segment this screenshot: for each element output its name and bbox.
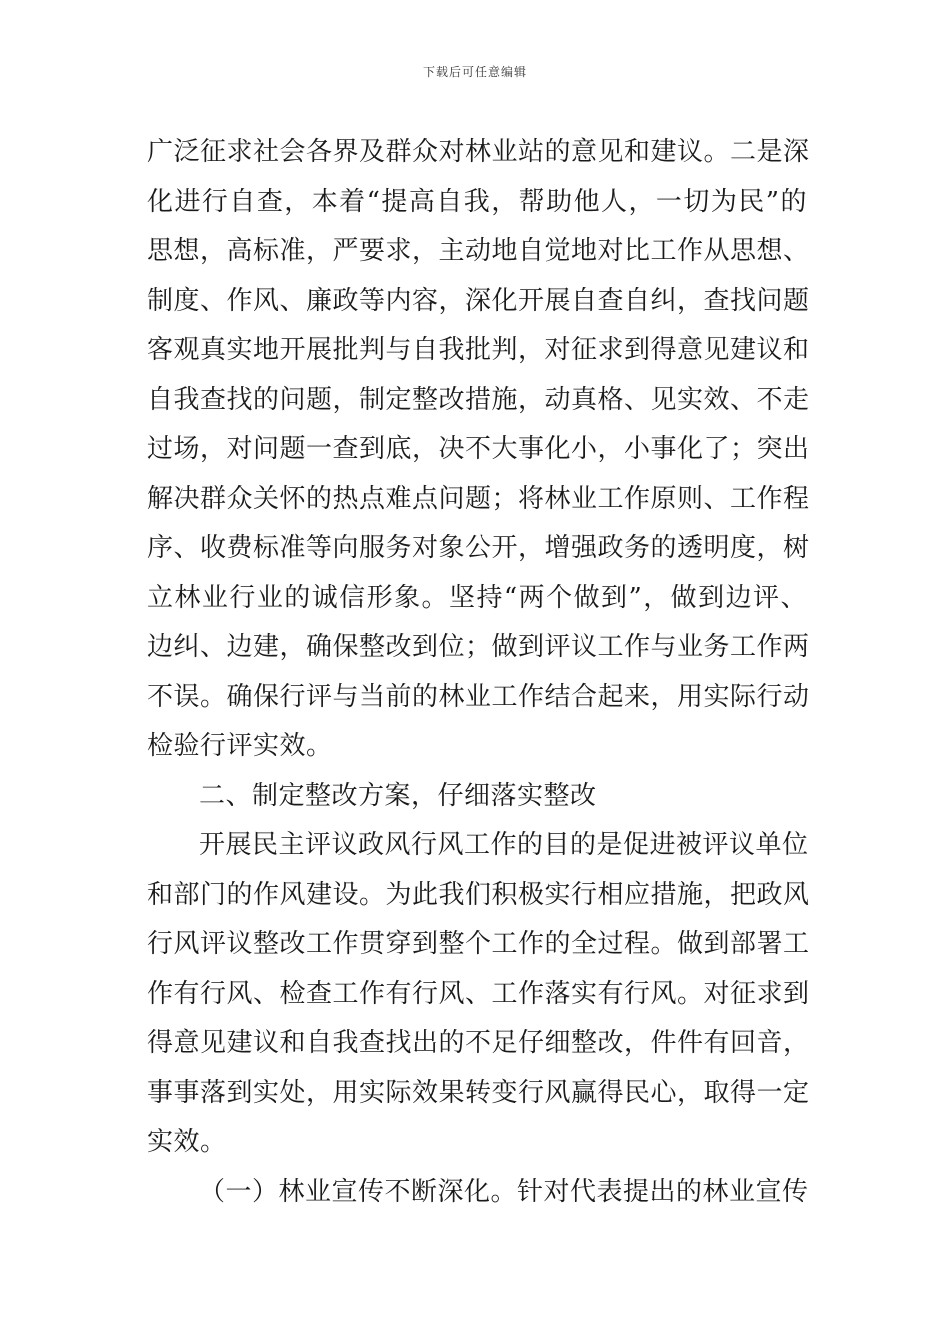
text-line: 自我查找的问题，制定整改措施，动真格、见实效、不走 [147,384,810,415]
text-line: 立林业行业的诚信形象。坚持“两个做到”，做到边评、 [147,582,807,613]
text-line: 解决群众关怀的热点难点问题；将林业工作原则、工作程 [147,483,810,514]
text-line: 序、收费标准等向服务对象公开，增强政务的透明度，树 [147,533,810,563]
text-line: 开展民主评议政风行风工作的目的是促进被评议单位 [199,830,809,860]
text-line: 过场，对问题一查到底，决不大事化小，小事化了；突出 [147,434,810,464]
text-line: 事事落到实处，用实际效果转变行风赢得民心，取得一定 [147,1077,810,1108]
text-line: 思想，高标准，严要求，主动地自觉地对比工作从思想、 [147,236,810,266]
text-line: 不误。确保行评与当前的林业工作结合起来，用实际行动 [147,681,810,712]
text-line: 检验行评实效。 [147,731,333,761]
text-line: 得意见建议和自我查找出的不足仔细整改，件件有回音， [147,1028,810,1058]
text-line: 行风评议整改工作贯穿到整个工作的全过程。做到部署工 [147,929,810,959]
text-line: 作有行风、检查工作有行风、工作落实有行风。对征求到 [147,978,810,1009]
text-line: 广泛征求社会各界及群众对林业站的意见和建议。二是深 [147,137,810,167]
text-line: （一）林业宣传不断深化。针对代表提出的林业宣传 [199,1176,809,1207]
text-line: 实效。 [147,1127,227,1157]
text-line: 边纠、边建，确保整改到位；做到评议工作与业务工作两 [147,632,810,662]
text-line: 和部门的作风建设。为此我们积极实行相应措施，把政风 [147,879,810,910]
body-text [147,128,810,1217]
text-line: 客观真实地开展批判与自我批判，对征求到得意见建议和 [147,335,810,365]
text-line: 制度、作风、廉政等内容，深化开展自查自纠，查找问题 [147,285,810,316]
section-heading: 二、制定整改方案，仔细落实整改 [199,780,597,811]
page-header: 下载后可任意编辑 [422,65,527,79]
text-line: 化进行自查，本着“提高自我，帮助他人，一切为民”的 [147,186,807,217]
